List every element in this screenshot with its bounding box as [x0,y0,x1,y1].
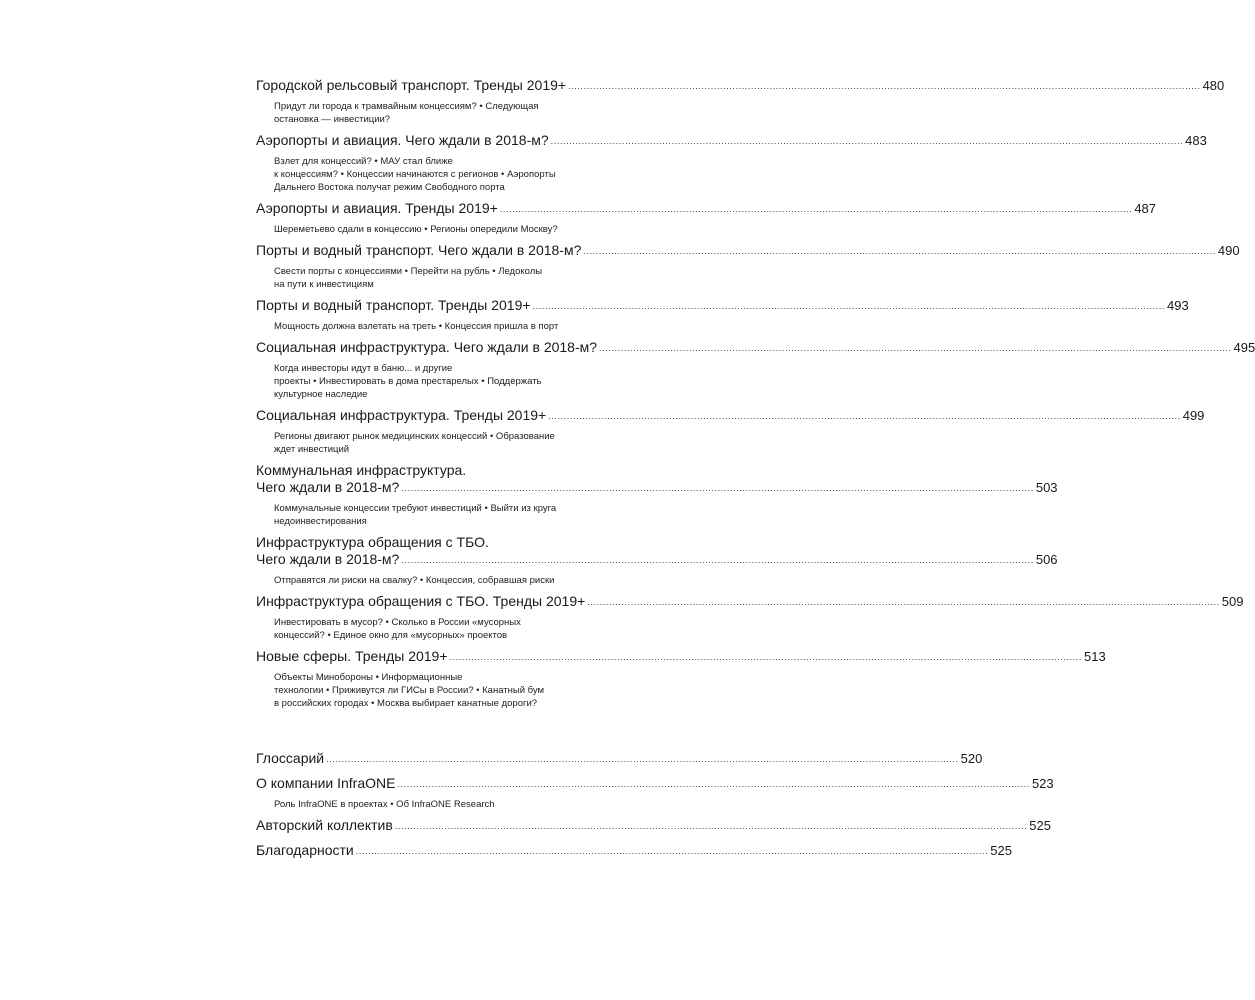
toc-entry-line [256,479,1058,498]
toc-entry-title: О компании InfraONE [256,775,396,791]
toc-entry-line [256,775,1054,794]
toc-page-number: 483 [1185,133,1207,148]
toc-entry-line [256,132,1207,151]
toc-entry[interactable] [256,339,1255,401]
toc-subtopics [274,223,604,236]
toc-subtopic-line: Роль InfraONE в проектах • Об InfraONE Research [274,799,495,810]
toc-entry-title: Чего ждали в 2018-м? [256,479,400,495]
toc-subtopic-line: Отправятся ли риски на свалку? • Концессия, собравшая риски [274,575,555,586]
toc-main-list [256,77,1255,710]
dot-leader: ............................................................................................................................................................................................................ [550,136,1184,146]
toc-entry-title: Чего ждали в 2018-м? [256,551,400,567]
toc-subtopics [274,155,604,194]
toc-entry[interactable] [256,842,1012,861]
toc-appendix-list [256,750,1054,861]
toc-subtopics [274,502,604,528]
toc-entry-line [256,750,983,769]
toc-entry-line [256,551,1058,570]
toc-subtopic-line: Свести порты с концессиями • Перейти на рубль • Ледоколы [274,266,543,277]
toc-subtopic-line: Шереметьево сдали в концессию • Регионы опередили Москву? [274,224,558,235]
dot-leader: ............................................................................................................................................................................................................ [326,754,959,764]
toc-entry[interactable] [256,750,983,769]
toc-subtopic-line: остановка — инвестиции? [274,114,391,125]
toc-subtopic-line: культурное наследие [274,389,368,400]
toc-subtopic-line: в российских городах • Москва выбирает канатные дороги? [274,698,538,709]
toc-entry[interactable] [256,462,1058,528]
toc-page-number: 520 [960,751,983,766]
toc-page-number: 509 [1221,594,1244,609]
toc-page-number: 499 [1182,408,1205,423]
toc-page-number: 523 [1031,776,1054,791]
toc-page-number: 493 [1167,298,1189,313]
toc-page-number: 506 [1035,552,1058,567]
toc-subtopic-line: проекты • Инвестировать в дома престарелых • Поддержать [274,376,542,387]
toc-subtopics [274,798,604,811]
toc-entry-title: Инфраструктура обращения с ТБО. Тренды 2019+ [256,593,586,609]
toc-subtopic-line: Придут ли города к трамвайным концессиям? • Следующая [274,101,539,112]
dot-leader: ............................................................................................................................................................................................................ [548,411,1181,421]
toc-entry[interactable] [256,200,1157,236]
dot-leader: ............................................................................................................................................................................................................ [355,846,989,856]
toc-entry-line [256,77,1225,96]
toc-entry-title: Порты и водный транспорт. Чего ждали в 2018-м? [256,242,582,258]
dot-leader: ............................................................................................................................................................................................................ [583,246,1216,256]
toc-entry-line [256,297,1189,316]
toc-subtopics [274,320,604,333]
toc-entry[interactable] [256,77,1225,126]
table-of-contents [256,77,1255,867]
toc-subtopics [274,100,604,126]
toc-subtopic-line: Мощность должна взлетать на треть • Концессия пришла в порт [274,321,559,332]
toc-entry[interactable] [256,297,1189,333]
toc-page-number: 480 [1202,78,1225,93]
dot-leader: ............................................................................................................................................................................................................ [397,779,1030,789]
toc-subtopic-line: недоинвестирования [274,516,367,527]
dot-leader: ............................................................................................................................................................................................................ [499,204,1133,214]
toc-subtopics [274,671,604,710]
dot-leader: ............................................................................................................................................................................................................ [449,652,1083,662]
toc-entry-title: Благодарности [256,842,354,858]
toc-subtopic-line: Коммунальные концессии требуют инвестиций • Выйти из круга [274,503,557,514]
dot-leader: ............................................................................................................................................................................................................ [401,483,1034,493]
toc-subtopic-line: ждет инвестиций [274,444,350,455]
toc-page-number: 503 [1035,480,1058,495]
toc-subtopic-line: концессий? • Единое окно для «мусорных» проектов [274,630,508,641]
toc-entry-title: Новые сферы. Тренды 2019+ [256,648,448,664]
toc-entry-line [256,842,1012,861]
toc-entry-title-first-line: Инфраструктура обращения с ТБО. [256,534,489,550]
toc-subtopics [274,616,604,642]
toc-entry[interactable] [256,593,1244,642]
toc-subtopic-line: технологии • Приживутся ли ГИСы в России? • Канатный бум [274,685,545,696]
toc-entry-title: Социальная инфраструктура. Тренды 2019+ [256,407,547,423]
toc-entry[interactable] [256,242,1240,291]
toc-page-number: 525 [990,843,1012,858]
toc-subtopic-line: Инвестировать в мусор? • Сколько в России «мусорных [274,617,521,628]
dot-leader: ............................................................................................................................................................................................................ [587,597,1220,607]
toc-entry-title: Аэропорты и авиация. Чего ждали в 2018-м? [256,132,549,148]
toc-entry-line [256,339,1255,358]
toc-entry-line [256,593,1244,612]
toc-subtopics [274,265,604,291]
toc-subtopic-line: Когда инвесторы идут в баню... и другие [274,363,453,374]
toc-gap [256,716,644,750]
toc-entry-line [256,817,1051,836]
toc-entry-line [256,200,1157,219]
toc-entry-line [256,407,1205,426]
toc-entry-line [256,648,1106,667]
toc-subtopic-line: Дальнего Востока получат режим Свободного порта [274,182,505,193]
toc-subtopic-line: Взлет для концессий? • МАУ стал ближе [274,156,453,167]
toc-entry[interactable] [256,132,1207,194]
toc-entry[interactable] [256,817,1051,836]
toc-entry-title: Социальная инфраструктура. Чего ждали в 2018-м? [256,339,598,355]
toc-subtopic-line: на пути к инвестициям [274,279,374,290]
dot-leader: ............................................................................................................................................................................................................ [568,81,1201,91]
toc-entry-title-first-line: Коммунальная инфраструктура. [256,462,467,478]
toc-page-number: 513 [1084,649,1106,664]
toc-entry[interactable] [256,648,1106,710]
toc-entry[interactable] [256,534,1058,587]
toc-subtopics [274,430,604,456]
toc-page-number: 487 [1134,201,1157,216]
toc-subtopic-line: к концессиям? • Концессии начинаются с регионов • Аэропорты [274,169,556,180]
dot-leader: ............................................................................................................................................................................................................ [401,555,1034,565]
dot-leader: ............................................................................................................................................................................................................ [394,821,1028,831]
toc-subtopic-line: Объекты Минобороны • Информационные [274,672,463,683]
toc-subtopic-line: Регионы двигают рынок медицинских концессий • Образование [274,431,555,442]
toc-entry[interactable] [256,407,1205,456]
toc-subtopics [274,574,604,587]
toc-page-number: 525 [1029,818,1051,833]
dot-leader: ............................................................................................................................................................................................................ [599,343,1232,353]
dot-leader: ............................................................................................................................................................................................................ [532,301,1166,311]
toc-entry-title: Авторский коллектив [256,817,393,833]
toc-entry-title: Городской рельсовый транспорт. Тренды 2019+ [256,77,567,93]
toc-subtopics [274,362,604,401]
toc-page-number: 495 [1233,340,1255,355]
toc-page-number: 490 [1217,243,1240,258]
toc-entry-title: Порты и водный транспорт. Тренды 2019+ [256,297,531,313]
toc-entry-title: Аэропорты и авиация. Тренды 2019+ [256,200,498,216]
toc-entry-line [256,242,1240,261]
toc-entry[interactable] [256,775,1054,811]
toc-entry-title: Глоссарий [256,750,325,766]
